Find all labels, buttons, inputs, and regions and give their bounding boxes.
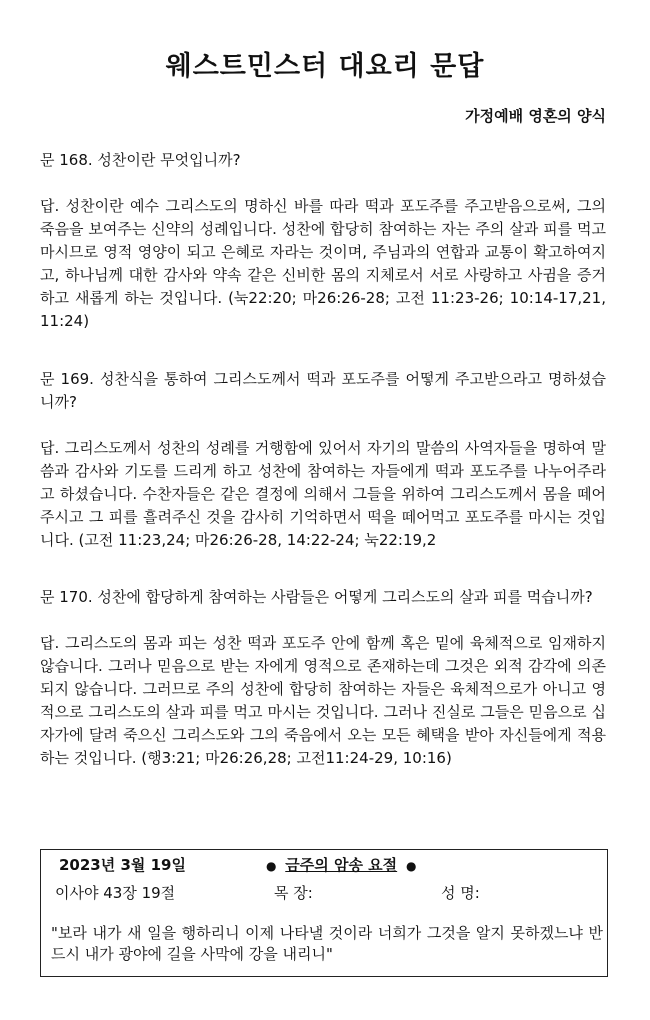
qa-item-169 (40, 368, 606, 552)
memory-verse-text: "보라 내가 새 일을 행하리니 이제 나타낼 것이라 너희가 그것을 알지 못하겠느냐 반드시 내가 광야에 길을 사막에 강을 내리니" (51, 924, 603, 963)
memo-title: 금주의 암송 요절 (285, 856, 398, 874)
qa-item-170 (40, 586, 606, 770)
question-168: 문 168. 성찬이란 무엇입니까? (40, 151, 241, 169)
document-title: 웨스트민스터 대요리 문답 (165, 51, 485, 82)
answer-170: 답. 그리스도의 몸과 피는 성찬 떡과 포도주 안에 함께 혹은 밑에 육체적으로 임재하지 않습니다. 그러나 믿음으로 받는 자에게 영적으로 존재하는데 그것은 외적 감각에 의존되지 않습니다. 그러므로 주의 성찬에 합당히 참여하는 자들은 육체적으로가 아니고 영적으로 그리스도의 살과 피를 먹고 마시는 것입니다. 그러나 진실로 그들은 믿음으로 십자가에 달려 죽으신 그리스도와 그의 죽음에서 오는 모든 혜택을 받아 자신들에게 적용하는 것입니다. (행3:21; 마26:26,28; 고전11:24-29, 10:16) (40, 634, 606, 767)
answer-168: 답. 성찬이란 예수 그리스도의 명하신 바를 따라 떡과 포도주를 주고받음으로써, 그의 죽음을 보여주는 신약의 성례입니다. 성찬에 합당히 참여하는 자는 주의 살과 피를 먹고 마시므로 영적 영양이 되고 은혜로 자라는 것이며, 주님과의 연합과 교통이 확고하여지고, 하나님께 대한 감사와 약속 같은 신비한 몸의 지체로서 서로 사랑하고 사귐을 증거하고 새롭게 하는 것입니다. (눅22:20; 마26:26-28; 고전 11:23-26; 10:14-17,21, 11:24) (40, 197, 606, 330)
mok-label: 목 장: (274, 884, 313, 902)
bullet-icon: ● (266, 859, 277, 873)
question-169: 문 169. 성찬식을 통하여 그리스도께서 떡과 포도주를 어떻게 주고받으라고 명하셨습니까? (40, 370, 606, 411)
memory-verse-box (40, 849, 608, 977)
answer-169: 답. 그리스도께서 성찬의 성례를 거행함에 있어서 자기의 말씀의 사역자들을 명하여 말씀과 감사와 기도를 드리게 하고 성찬에 참여하는 자들에게 떡과 포도주를 나누어주라고 하셨습니다. 수찬자들은 같은 결정에 의해서 그들을 위하여 그리스도께서 몸을 떼어 주시고 그 피를 흘려주신 것을 감사히 기억하면서 떡을 떼어먹고 포도주를 마시는 것입니다. (고전 11:23,24; 마26:26-28, 14:22-24; 눅22:19,2 (40, 439, 606, 549)
verse-reference: 이사야 43장 19절 (55, 884, 176, 902)
bullet-icon: ● (405, 859, 417, 873)
question-170: 문 170. 성찬에 합당하게 참여하는 사람들은 어떻게 그리스도의 살과 피를 먹습니까? (40, 588, 593, 606)
document-subtitle: 가정예배 영혼의 양식 (465, 107, 606, 125)
qa-item-168 (40, 149, 606, 333)
memo-date: 2023년 3월 19일 (59, 856, 186, 874)
name-label: 성 명: (441, 884, 480, 902)
memo-title-row (266, 854, 416, 875)
